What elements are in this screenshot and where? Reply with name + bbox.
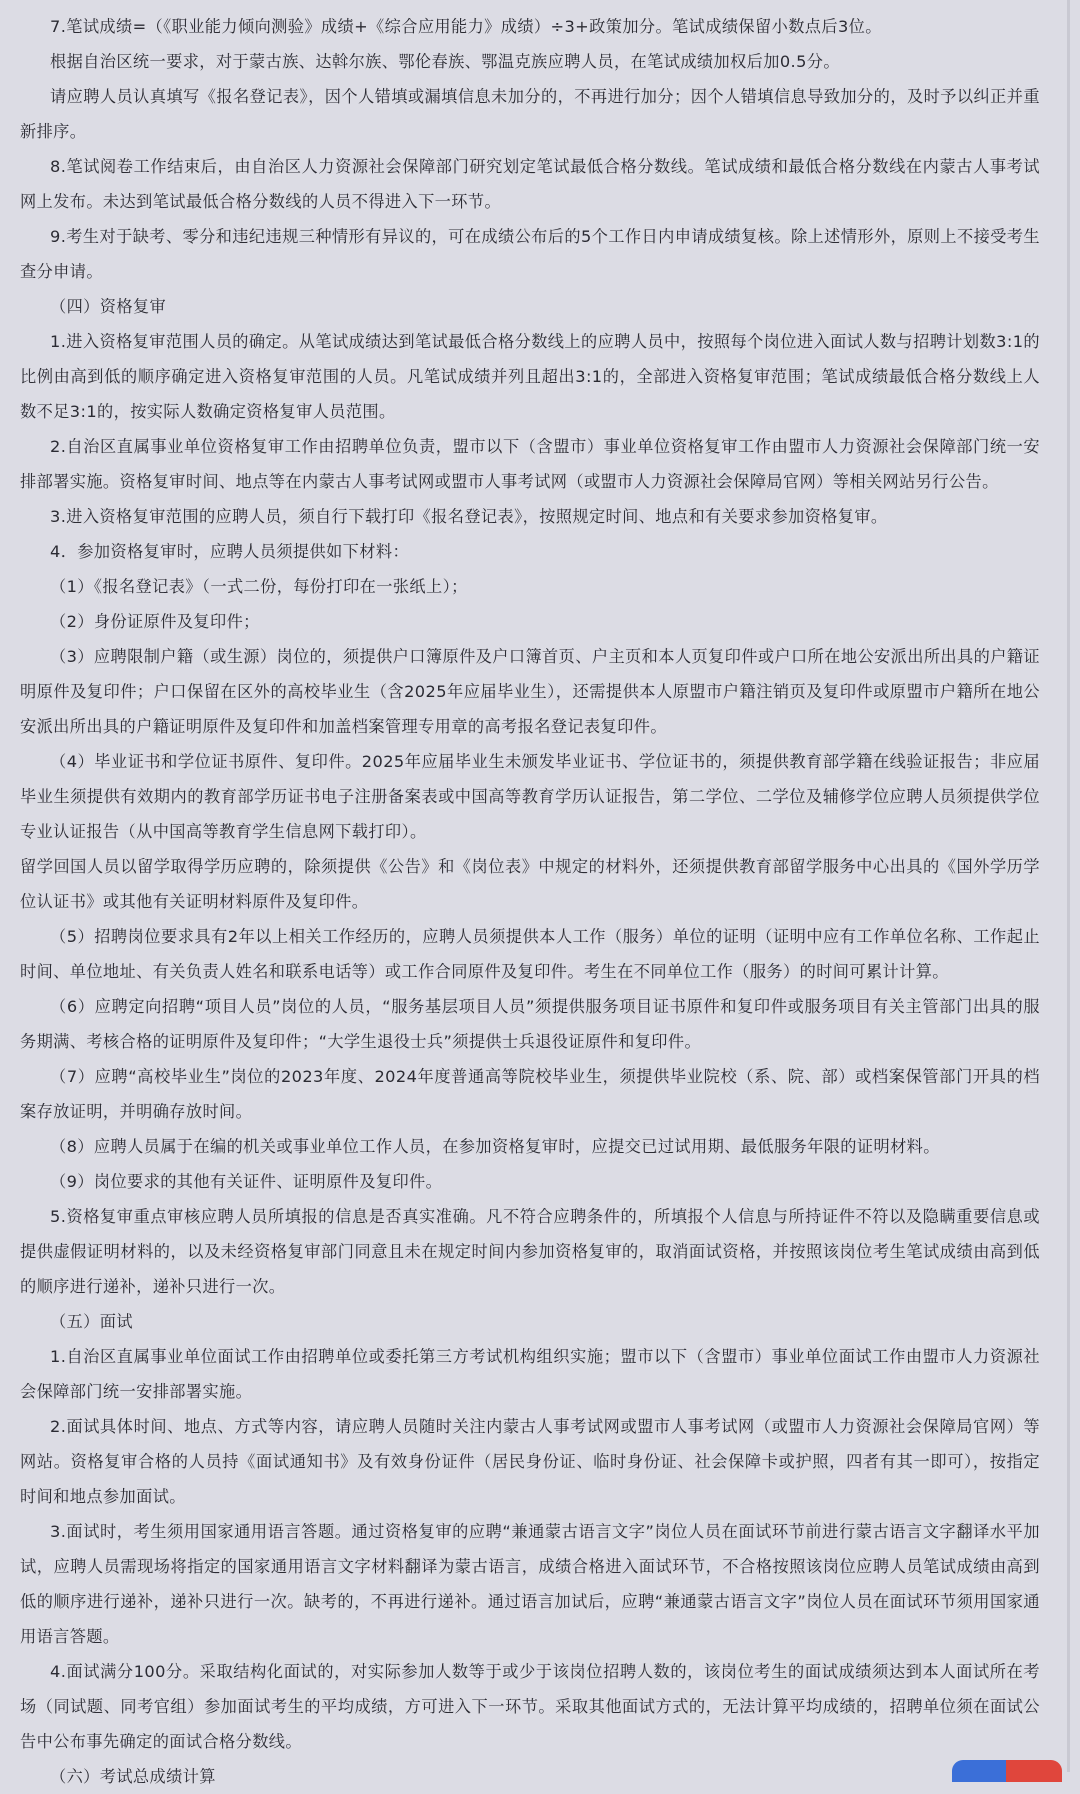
document-paragraph: 3.进入资格复审范围的应聘人员，须自行下载打印《报名登记表》，按照规定时间、地点和有关要求参加资格复审。 <box>50 507 888 526</box>
document-paragraph: （四）资格复审 <box>50 297 167 316</box>
document-paragraph: 7.笔试成绩=（《职业能力倾向测验》成绩+《综合应用能力》成绩）÷3+政策加分。笔试成绩保留小数点后3位。 <box>50 17 882 36</box>
document-paragraph: （8）应聘人员属于在编的机关或事业单位工作人员，在参加资格复审时，应提交已过试用期、最低服务年限的证明材料。 <box>50 1137 940 1156</box>
document-paragraph: （5）招聘岗位要求具有2年以上相关工作经历的，应聘人员须提供本人工作（服务）单位的证明（证明中应有工作单位名称、工作起止时间、单位地址、有关负责人姓名和联系电话等）或工作合同原件及复印件。考生在不同单位工作（服务）的时间可累计计算。 <box>20 927 1040 981</box>
floating-action-badge[interactable] <box>952 1760 1062 1782</box>
document-paragraph: 2.面试具体时间、地点、方式等内容，请应聘人员随时关注内蒙古人事考试网或盟市人事考试网（或盟市人力资源社会保障局官网）等网站。资格复审合格的人员持《面试通知书》及有效身份证件（居民身份证、临时身份证、社会保障卡或护照，四者有其一即可），按指定时间和地点参加面试。 <box>20 1417 1040 1506</box>
document-paragraph: 5.资格复审重点审核应聘人员所填报的信息是否真实准确。凡不符合应聘条件的，所填报个人信息与所持证件不符以及隐瞒重要信息或提供虚假证明材料的，以及未经资格复审部门同意且未在规定时间内参加资格复审的，取消面试资格，并按照该岗位考生笔试成绩由高到低的顺序进行递补，递补只进行一次。 <box>20 1207 1040 1296</box>
document-paragraph: （4）毕业证书和学位证书原件、复印件。2025年应届毕业生未颁发毕业证书、学位证书的，须提供教育部学籍在线验证报告；非应届毕业生须提供有效期内的教育部学历证书电子注册备案表或中国高等教育学历认证报告，第二学位、二学位及辅修学位应聘人员须提供学位专业认证报告（从中国高等教育学生信息网下载打印）。 <box>20 752 1040 841</box>
scrollbar-track[interactable] <box>1067 0 1070 1772</box>
document-paragraph: （6）应聘定向招聘“项目人员”岗位的人员，“服务基层项目人员”须提供服务项目证书原件和复印件或服务项目有关主管部门出具的服务期满、考核合格的证明原件及复印件；“大学生退役士兵”须提供士兵退役证原件和复印件。 <box>20 997 1040 1051</box>
document-paragraph: （9）岗位要求的其他有关证件、证明原件及复印件。 <box>50 1172 443 1191</box>
document-paragraph: 1.进入资格复审范围人员的确定。从笔试成绩达到笔试最低合格分数线上的应聘人员中，按照每个岗位进入面试人数与招聘计划数3:1的比例由高到低的顺序确定进入资格复审范围的人员。凡笔试成绩并列且超出3:1的，全部进入资格复审范围；笔试成绩最低合格分数线上人数不足3:1的，按实际人数确定资格复审人员范围。 <box>20 332 1040 421</box>
badge-right-segment[interactable] <box>1006 1760 1062 1782</box>
document-paragraph: （五）面试 <box>50 1312 133 1331</box>
document-page <box>20 0 1040 1786</box>
document-paragraph: （1）《报名登记表》（一式二份，每份打印在一张纸上）； <box>50 577 468 596</box>
document-paragraph: （六）考试总成绩计算 <box>50 1767 216 1786</box>
document-paragraph: 3.面试时，考生须用国家通用语言答题。通过资格复审的应聘“兼通蒙古语言文字”岗位人员在面试环节前进行蒙古语言文字翻译水平加试，应聘人员需现场将指定的国家通用语言文字材料翻译为蒙古语言，成绩合格进入面试环节，不合格按照该岗位应聘人员笔试成绩由高到低的顺序进行递补，递补只进行一次。缺考的，不再进行递补。通过语言加试后，应聘“兼通蒙古语言文字”岗位人员在面试环节须用国家通用语言答题。 <box>20 1522 1040 1646</box>
document-paragraph: 根据自治区统一要求，对于蒙古族、达斡尔族、鄂伦春族、鄂温克族应聘人员，在笔试成绩加权后加0.5分。 <box>50 52 840 71</box>
document-paragraph: 1.自治区直属事业单位面试工作由招聘单位或委托第三方考试机构组织实施；盟市以下（含盟市）事业单位面试工作由盟市人力资源社会保障部门统一安排部署实施。 <box>20 1347 1040 1401</box>
document-paragraph: 4．参加资格复审时，应聘人员须提供如下材料： <box>50 542 410 561</box>
document-paragraph: 留学回国人员以留学取得学历应聘的，除须提供《公告》和《岗位表》中规定的材料外，还须提供教育部留学服务中心出具的《国外学历学位认证书》或其他有关证明材料原件及复印件。 <box>20 857 1040 911</box>
document-paragraph: 8.笔试阅卷工作结束后，由自治区人力资源社会保障部门研究划定笔试最低合格分数线。笔试成绩和最低合格分数线在内蒙古人事考试网上发布。未达到笔试最低合格分数线的人员不得进入下一环节。 <box>20 157 1040 211</box>
document-paragraph: （3）应聘限制户籍（或生源）岗位的，须提供户口簿原件及户口簿首页、户主页和本人页复印件或户口所在地公安派出所出具的户籍证明原件及复印件；户口保留在区外的高校毕业生（含2025年应届毕业生），还需提供本人原盟市户籍注销页及复印件或原盟市户籍所在地公安派出所出具的户籍证明原件及复印件和加盖档案管理专用章的高考报名登记表复印件。 <box>20 647 1040 736</box>
document-paragraph: 4.面试满分100分。采取结构化面试的，对实际参加人数等于或少于该岗位招聘人数的，该岗位考生的面试成绩须达到本人面试所在考场（同试题、同考官组）参加面试考生的平均成绩，方可进入下一环节。采取其他面试方式的，无法计算平均成绩的，招聘单位须在面试公告中公布事先确定的面试合格分数线。 <box>20 1662 1040 1751</box>
badge-left-segment[interactable] <box>952 1760 1012 1782</box>
document-paragraph: （2）身份证原件及复印件； <box>50 612 260 631</box>
document-paragraph: 2.自治区直属事业单位资格复审工作由招聘单位负责，盟市以下（含盟市）事业单位资格复审工作由盟市人力资源社会保障部门统一安排部署实施。资格复审时间、地点等在内蒙古人事考试网或盟市人事考试网（或盟市人力资源社会保障局官网）等相关网站另行公告。 <box>20 437 1040 491</box>
document-paragraph: 请应聘人员认真填写《报名登记表》，因个人错填或漏填信息未加分的，不再进行加分；因个人错填信息导致加分的，及时予以纠正并重新排序。 <box>20 87 1040 141</box>
document-paragraph: 9.考生对于缺考、零分和违纪违规三种情形有异议的，可在成绩公布后的5个工作日内申请成绩复核。除上述情形外，原则上不接受考生查分申请。 <box>20 227 1040 281</box>
document-paragraph: （7）应聘“高校毕业生”岗位的2023年度、2024年度普通高等院校毕业生，须提供毕业院校（系、院、部）或档案保管部门开具的档案存放证明，并明确存放时间。 <box>20 1067 1040 1121</box>
